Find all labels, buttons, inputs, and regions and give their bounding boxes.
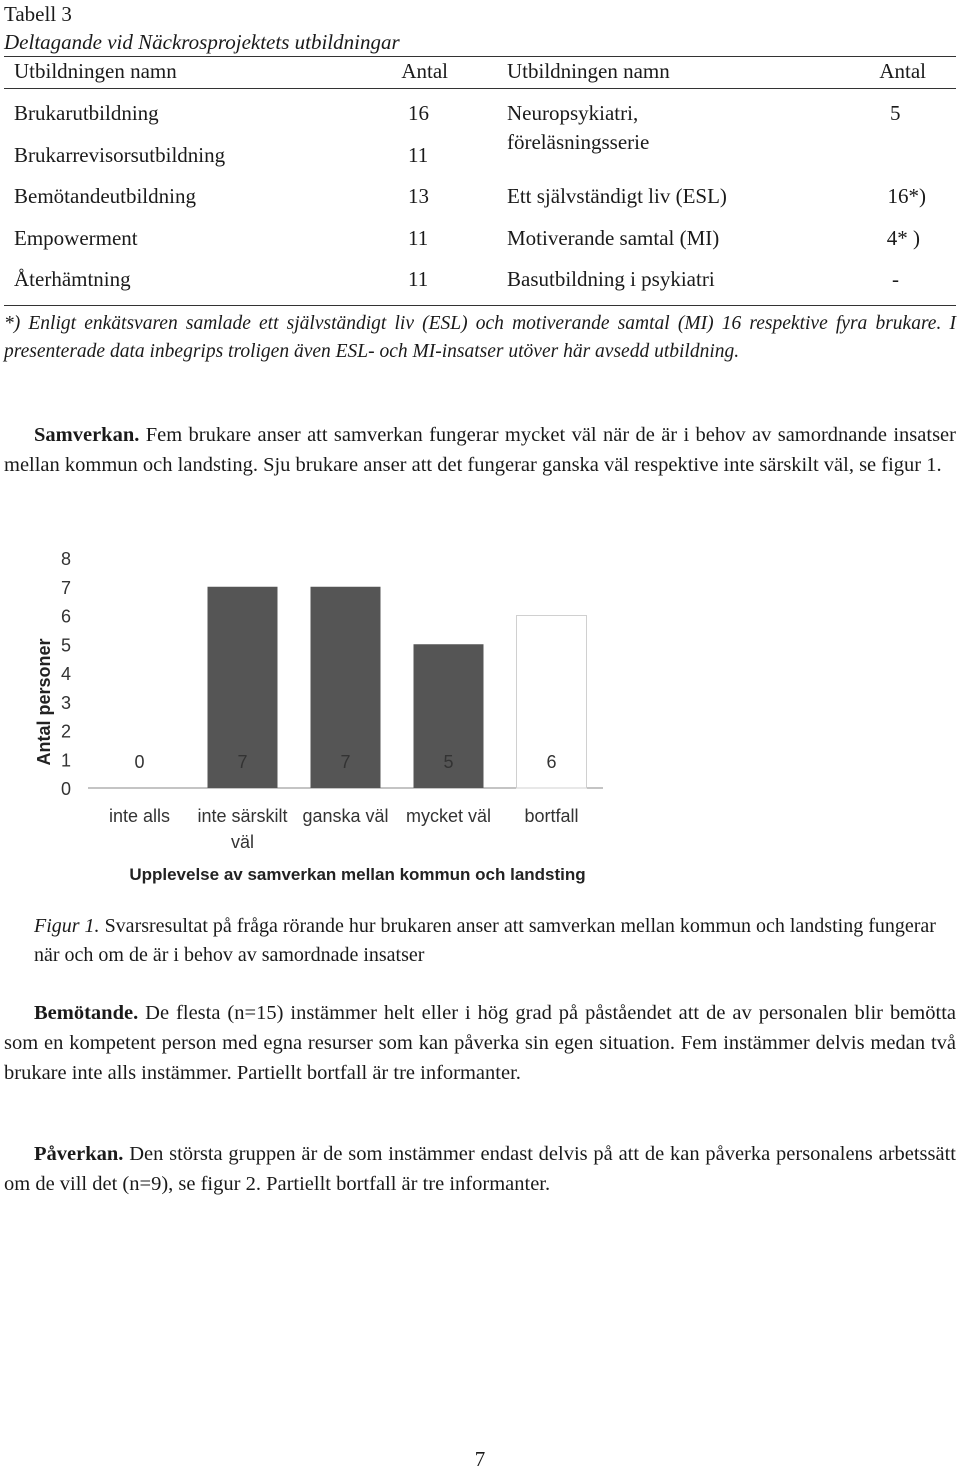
bar-data-label: 0 (134, 751, 145, 772)
row-name: Ett självständigt liv (ESL) (507, 184, 727, 208)
table-number: Tabell 3 (4, 2, 72, 26)
bemotande-heading: Bemötande. (34, 1002, 139, 1024)
row-name: Brukarrevisorsutbildning (14, 143, 226, 167)
samverkan-text: Fem brukare anser att samverkan fungerar mycket väl när de är i behov av samordnande insatser mellan kommun och landsting. Sju brukare anser att det fungerar ganska väl respektive inte särskilt väl, se figur 1. (4, 424, 956, 476)
row-name: Neuropsykiatri, (507, 101, 639, 125)
row-name: Återhämtning (14, 267, 131, 291)
row-name: Brukarutbildning (14, 101, 159, 125)
y-tick-label: 3 (60, 692, 72, 713)
y-tick-label: 6 (60, 606, 72, 627)
header-left-count: Antal (401, 59, 448, 83)
row-count: - (892, 267, 899, 291)
page-number: 7 (474, 1447, 486, 1471)
row-count: 11 (408, 267, 429, 291)
x-tick-label: väl (230, 832, 255, 852)
header-right-name: Utbildningen namn (507, 59, 670, 83)
y-tick-label: 0 (60, 779, 72, 799)
y-axis-label: Antal personer (34, 638, 54, 766)
row-count: 5 (890, 101, 901, 125)
table-top-rule (4, 56, 956, 57)
paverkan-heading: Påverkan. (34, 1143, 124, 1165)
y-tick-label: 2 (60, 721, 72, 742)
row-count: 11 (408, 143, 429, 167)
row-count: 11 (408, 226, 429, 250)
row-name-continued: föreläsningsserie (507, 130, 650, 154)
bar-data-label: 6 (546, 751, 557, 772)
row-count: 16 (408, 101, 429, 125)
x-tick-label: mycket väl (405, 806, 492, 826)
bemotande-paragraph (4, 998, 956, 1088)
row-count: 13 (408, 184, 429, 208)
x-tick-label: ganska väl (302, 806, 389, 826)
samverkan-heading: Samverkan. (34, 424, 140, 446)
figure-caption-text: Svarsresultat på fråga rörande hur brukaren anser att samverkan mellan kommun och landsting fungerar när och om de är i behov av samordnade insatser (34, 915, 936, 966)
row-name: Motiverande samtal (MI) (507, 226, 720, 250)
row-name: Empowerment (14, 226, 138, 250)
samverkan-paragraph (4, 420, 956, 480)
y-tick-label: 5 (60, 635, 72, 656)
row-name: Basutbildning i psykiatri (507, 267, 715, 291)
row-count: 4* ) (886, 226, 920, 250)
x-axis-label: Upplevelse av samverkan mellan kommun och landsting (129, 865, 586, 884)
table-bottom-rule (4, 305, 956, 306)
figure-caption (34, 912, 954, 970)
y-tick-label: 4 (60, 664, 72, 684)
samverkan-bar-chart (0, 540, 960, 890)
table-footnote: *) Enligt enkätsvaren samlade ett självständigt liv (ESL) och motiverande samtal (MI) 16 respektive fyra brukare. I presenterade data inbegrips troligen även ESL- och MI-insatser utöver här avsedd utbildning. (4, 313, 956, 362)
y-tick-label: 1 (60, 750, 72, 771)
row-name: Bemötandeutbildning (14, 184, 196, 208)
bar-data-label: 7 (237, 751, 248, 772)
header-right-count: Antal (879, 59, 926, 83)
x-tick-label: inte särskilt (197, 806, 288, 826)
table-header-rule (4, 88, 956, 89)
y-tick-label: 8 (60, 549, 72, 569)
paverkan-text: Den största gruppen är de som instämmer endast delvis på att de kan påverka personalens arbetssätt om de vill det (n=9), se figur 2. Partiellt bortfall är tre informanter. (4, 1143, 956, 1195)
y-tick-label: 7 (60, 577, 72, 598)
x-tick-label: inte alls (108, 806, 171, 826)
header-left-name: Utbildningen namn (14, 59, 177, 83)
bemotande-text: De flesta (n=15) instämmer helt eller i hög grad på påståendet att de av personalen blir bemötta som en kompetent person med egna resurser som kan påverka sin egen situation. Fem instämmer delvis medan två brukare inte alls instämmer. Partiellt bortfall är tre informanter. (4, 1002, 956, 1084)
bar-data-label: 7 (340, 751, 351, 772)
figure-label: Figur 1. (34, 915, 100, 937)
paverkan-paragraph (4, 1139, 956, 1199)
row-count: 16*) (887, 184, 926, 208)
bar-data-label: 5 (443, 751, 454, 772)
x-tick-label: bortfall (524, 806, 579, 826)
table-title: Deltagande vid Näckrosprojektets utbildningar (4, 30, 400, 54)
